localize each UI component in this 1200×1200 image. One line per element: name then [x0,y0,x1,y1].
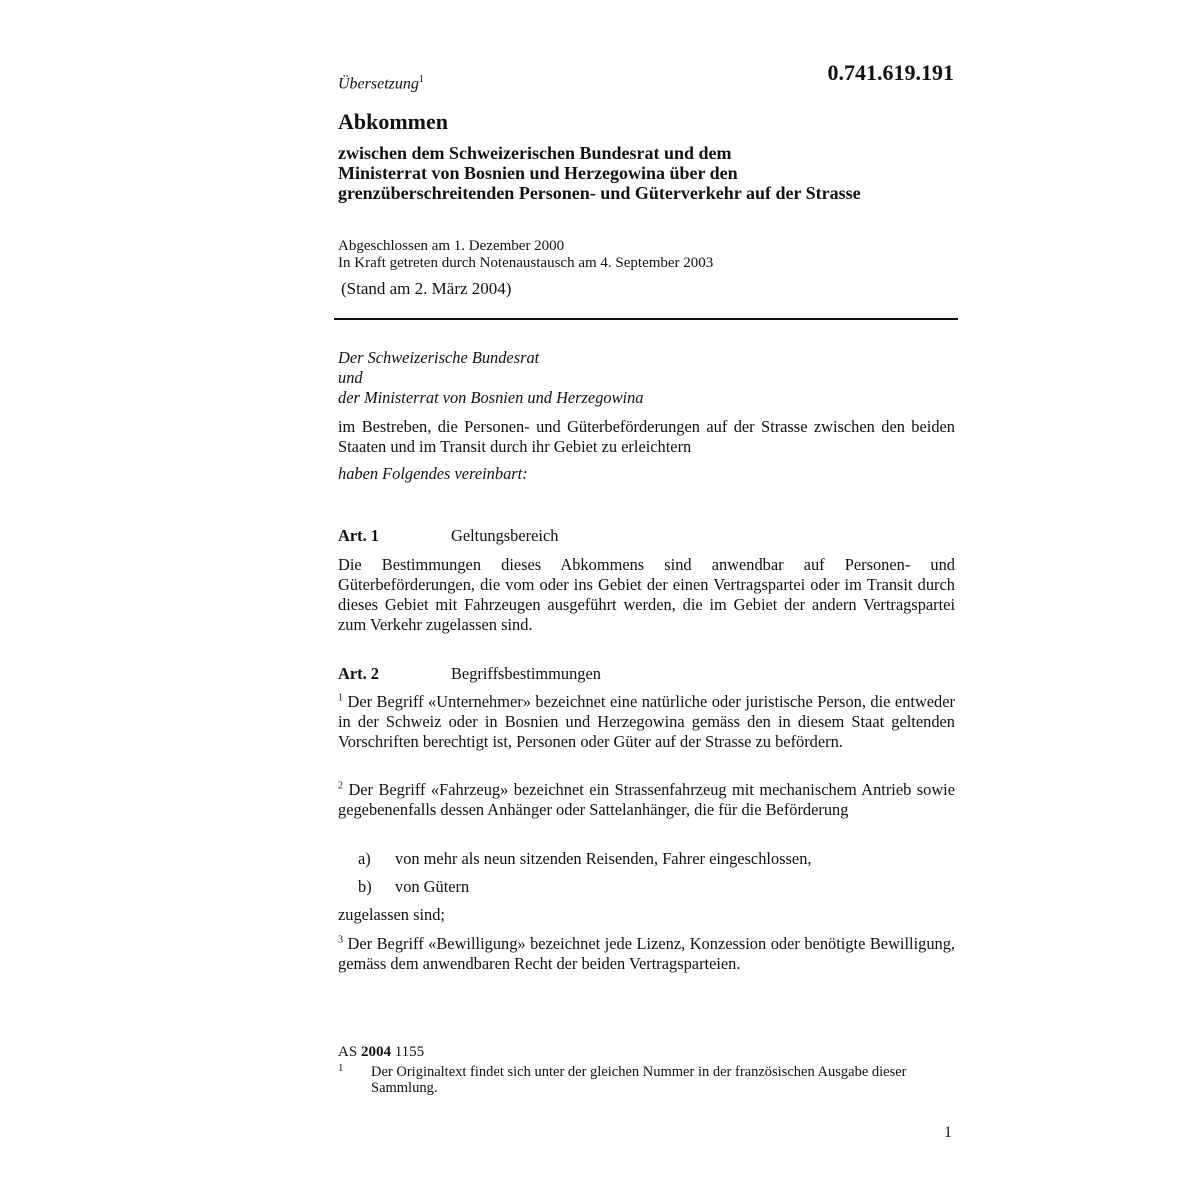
art2-paragraph-1: $^1$ Der Begriff «Unternehmer» bezeichnet eine natürliche oder juristische Person, die entweder in der Schweiz oder in Bosnien und Herzegowina gemäss den in diesem Staat geltenden Vorschriften berechtigt ist, Personen oder Güter auf der Strasse zu befördern. [338,692,955,751]
art1-text: Die Bestimmungen dieses Abkommens sind anwendbar auf Personen- und Güterbeförderungen, die vom oder ins Gebiet der einen Vertragspartei oder im Transit durch dieses Gebiet mit Fahrzeugen ausgeführt werden, die im Gebiet der andern Vertragspartei zum Verkehr zugelassen sind. [338,555,955,634]
preamble-parties [338,348,955,408]
in-force-date: In Kraft getreten durch Notenaustausch am 4. September 2003 [338,255,714,271]
list-item: von Gütern [395,877,470,896]
list-item: von mehr als neun sitzenden Reisenden, Fahrer eingeschlossen, [395,849,812,868]
party-2: der Ministerrat von Bosnien und Herzegowina [338,388,644,407]
art1-heading [338,526,558,546]
article-title: Geltungsbereich [451,526,559,545]
article-title: Begriffsbestimmungen [451,664,601,683]
art2-paragraph-2: $^2$ Der Begriff «Fahrzeug» bezeichnet ein Strassenfahrzeug mit mechanischem Antrieb sowie gegebenenfalls dessen Anhänger oder Sattelanhänger, die für die Beförderung [338,780,955,819]
preamble-purpose: im Bestreben, die Personen- und Güterbeförderungen auf der Strasse zwischen den beiden Staaten und im Transit durch ihr Gebiet zu erleichtern [338,417,955,456]
art2-paragraph-2-end: zugelassen sind; [338,905,445,924]
preamble-agreed: haben Folgendes vereinbart: [338,464,528,483]
article-number: Art. 2 [338,664,379,683]
page-number: 1 [944,1124,952,1141]
document-meta [338,238,713,272]
art2-paragraph-3: $^3$ Der Begriff «Bewilligung» bezeichnet jede Lizenz, Konzession oder benötigte Bewilligung, gemäss dem anwendbaren Recht der beiden Vertragsparteien. [338,934,956,973]
header-divider [334,318,958,320]
list-letter: a) [358,849,371,868]
document-subtitle [338,143,978,203]
translation-label: Übersetzung$^1$ [338,74,424,93]
list-letter: b) [358,877,372,896]
paragraph-number: 1 [338,692,343,704]
status-date: (Stand am 2. März 2004) [341,279,512,298]
sr-number: 0.741.619.191 [827,60,954,85]
footnote-text: Der Originaltext findet sich unter der gleichen Nummer in der französischen Ausgabe dieser Sammlung. [371,1064,907,1096]
article-number: Art. 1 [338,526,379,545]
conjunction: und [338,368,363,387]
subtitle-line: Ministerrat von Bosnien und Herzegowina über den [338,163,738,183]
concluded-date: Abgeschlossen am 1. Dezember 2000 [338,238,565,254]
paragraph-number: 3 [338,934,343,946]
official-collection-ref: AS 2004 1155 [338,1044,425,1060]
art2-heading [338,664,601,684]
footnote-number: 1 [338,1062,344,1074]
subtitle-line: zwischen dem Schweizerischen Bundesrat und dem [338,143,732,163]
paragraph-number: 2 [338,780,343,792]
party-1: Der Schweizerische Bundesrat [338,348,540,367]
subtitle-line: grenzüberschreitenden Personen- und Güterverkehr auf der Strasse [338,183,861,203]
footnote-ref[interactable]: 1 [418,74,424,85]
document-title: Abkommen [338,109,449,134]
